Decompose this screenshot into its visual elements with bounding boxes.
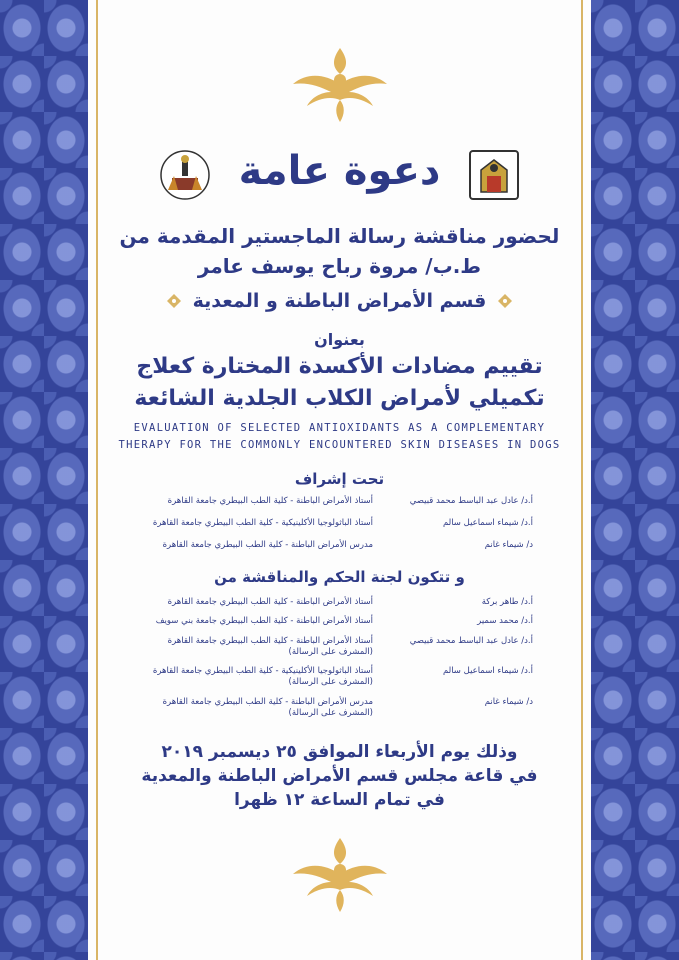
thesis-title-en: EVALUATION OF SELECTED ANTIOXIDANTS AS A COMPLEMENTARY [133, 422, 546, 434]
supervision-heading: تحت إشراف [294, 470, 385, 488]
thesis-by-title-label: بعنوان [314, 330, 365, 349]
committee-heading: و تتكون لجنة الحكم والمناقشة من [214, 568, 465, 586]
defense-time: في تمام الساعة ١٢ ظهرا [234, 790, 445, 810]
supervisor-note: (المشرف على الرسالة) [288, 708, 373, 718]
committee-row [108, 616, 571, 630]
defense-date: وذلك يوم الأربعاء الموافق ٢٥ ديسمبر ٢٠١٩ [161, 742, 518, 762]
member-affiliation: مدرس الأمراض الباطنة - كلية الطب البيطري جامعة القاهرة [162, 540, 373, 550]
member-name: أ.د/ محمد سمير [477, 616, 533, 626]
page-title: دعوة عامة [238, 148, 441, 194]
top-ornament-icon [285, 44, 395, 124]
gold-border-line [581, 0, 583, 960]
member-name: أ.د/ عادل عبد الباسط محمد قبيصي [409, 636, 533, 646]
thesis-title-ar: تكميلي لأمراض الكلاب الجلدية الشائعة [134, 386, 545, 411]
committee-row [108, 697, 571, 718]
member-affiliation: أستاذ الأمراض الباطنة - كلية الطب البيطري جامعة القاهرة [167, 636, 373, 646]
committee-row [108, 597, 571, 611]
member-name: أ.د/ عادل عبد الباسط محمد قبيصي [409, 496, 533, 506]
intro-line: لحضور مناقشة رسالة الماجستير المقدمة من [119, 224, 560, 248]
member-affiliation: أستاذ الأمراض الباطنة - كلية الطب البيطري جامعة القاهرة [167, 496, 373, 506]
supervisor-note: (المشرف على الرسالة) [288, 647, 373, 657]
member-affiliation: أستاذ الباثولوجيا الأكلينيكية - كلية الطب البيطري جامعة القاهرة [152, 518, 373, 528]
left-patterned-border [0, 0, 88, 960]
member-name: أ.د/ طاهر بركة [481, 597, 533, 607]
thesis-title-en: THERAPY FOR THE COMMONLY ENCOUNTERED SKIN DISEASES IN DOGS [118, 439, 561, 451]
member-affiliation: مدرس الأمراض الباطنة - كلية الطب البيطري جامعة القاهرة [162, 697, 373, 707]
diamond-ornament-icon [167, 294, 181, 308]
right-patterned-border [591, 0, 679, 960]
member-name: د/ شيماء غانم [484, 540, 533, 550]
invitation-panel [88, 0, 591, 960]
member-name: أ.د/ شيماء اسماعيل سالم [442, 666, 533, 676]
member-affiliation: أستاذ الأمراض الباطنة - كلية الطب البيطري جامعة القاهرة [167, 597, 373, 607]
department-name: قسم الأمراض الباطنة و المعدية [192, 290, 487, 312]
thesis-title-ar: تقييم مضادات الأكسدة المختارة كعلاج [136, 354, 543, 379]
candidate-name: ط.ب/ مروة رباح يوسف عامر [197, 254, 482, 278]
supervisor-row [108, 540, 571, 554]
committee-row [108, 636, 571, 657]
supervisor-row [108, 518, 571, 532]
bottom-ornament-icon [285, 834, 395, 914]
member-affiliation: أستاذ الأمراض الباطنة - كلية الطب البيطري جامعة بني سويف [155, 616, 373, 626]
gold-border-line [96, 0, 98, 960]
supervisor-row [108, 496, 571, 510]
committee-row [108, 666, 571, 687]
invitation-content [108, 0, 571, 960]
member-name: أ.د/ شيماء اسماعيل سالم [442, 518, 533, 528]
member-name: د/ شيماء غانم [484, 697, 533, 707]
supervisor-note: (المشرف على الرسالة) [288, 677, 373, 687]
defense-location: في قاعة مجلس قسم الأمراض الباطنة والمعدية [141, 766, 538, 786]
diamond-ornament-icon [498, 294, 512, 308]
member-affiliation: أستاذ الباثولوجيا الأكلينيكية - كلية الطب البيطري جامعة القاهرة [152, 666, 373, 676]
department-row [108, 290, 571, 312]
